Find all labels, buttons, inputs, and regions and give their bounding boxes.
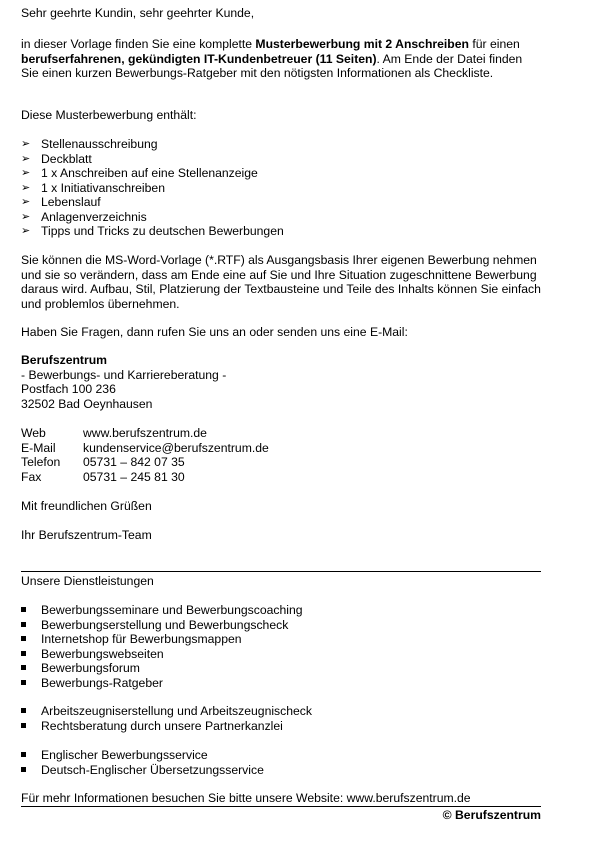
website-link[interactable]: www.berufszentrum.de [83,426,207,440]
square-bullet-icon [21,636,26,641]
services-list-2 [21,704,541,733]
arrow-bullet-icon: ➢ [21,152,31,165]
arrow-bullet-icon: ➢ [21,210,31,223]
contact-row-web: Web www.berufszentrum.de [21,426,207,440]
intro-bold-1: Musterbewerbung mit 2 Anschreiben [255,37,469,51]
arrow-bullet-icon: ➢ [21,181,31,194]
signature: Ihr Berufszentrum-Team [21,528,152,542]
intro-paragraph [21,37,541,81]
email-link[interactable]: kundenservice@berufszentrum.de [83,440,269,455]
arrow-bullet-icon: ➢ [21,138,31,150]
list-item: Bewerbungsforum [21,661,541,676]
greeting: Sehr geehrte Kundin, sehr geehrter Kunde, [21,6,255,20]
list-item: Arbeitszeugniserstellung und Arbeitszeugnischeck [21,704,541,719]
list-item: ➢ 1 x Anschreiben auf eine Stellenanzeige [21,166,258,180]
company-name: Berufszentrum [21,353,108,367]
contact-row-phone: Telefon 05731 – 842 07 35 [21,455,185,469]
arrow-bullet-icon: ➢ [21,196,31,208]
contact-row-fax: Fax 05731 – 245 81 30 [21,469,185,484]
intro-bold-2: berufserfahrenen, gekündigten IT-Kundenbetreuer (11 Seiten) [21,51,377,66]
square-bullet-icon [21,665,26,670]
contents-list [21,137,541,239]
list-item: ➢ Anlagenverzeichnis [21,209,147,224]
list-item: Bewerbungswebseiten [21,647,541,662]
services-heading: Unsere Dienstleistungen [21,574,154,588]
services-list-1 [21,603,541,690]
intro-text-2: für einen [468,37,520,51]
usage-paragraph: Sie können die MS-Word-Vorlage (*.RTF) als Ausgangsbasis Ihrer eigenen Bewerbung nehmen und sie so verändern, dass am Ende eine auf Sie und Ihre Situation zugeschnittene Bewerbung daraus wird. Aufbau, Stil, Platzierung der Textbausteine und Teile des Inhalts können Sie einfach und problemlos übernehmen. [21,253,541,311]
services-list-3 [21,748,541,777]
closing: Mit freundlichen Grüßen [21,499,152,513]
questions-paragraph: Haben Sie Fragen, dann rufen Sie uns an oder senden uns eine E-Mail: [21,325,408,339]
list-item: ➢ Lebenslauf [21,195,101,209]
list-item: Deutsch-Englischer Übersetzungsservice [21,763,541,778]
square-bullet-icon [21,752,26,757]
contents-heading: Diese Musterbewerbung enthält: [21,108,197,122]
arrow-bullet-icon: ➢ [21,167,31,179]
fax-number: 05731 – 245 81 30 [83,469,185,484]
list-item: Rechtsberatung durch unsere Partnerkanzlei [21,719,541,734]
address-city: 32502 Bad Oeynhausen [21,396,153,411]
list-item: Bewerbungs-Ratgeber [21,676,541,691]
list-item: Bewerbungsseminare und Bewerbungscoaching [21,603,541,618]
contact-table [21,426,541,484]
list-item: Internetshop für Bewerbungsmappen [21,632,541,647]
footer-info: Für mehr Informationen besuchen Sie bitte unsere Website: www.berufszentrum.de [21,791,471,805]
square-bullet-icon [21,651,26,656]
square-bullet-icon [21,680,26,685]
list-item: ➢ Deckblatt [21,151,92,166]
divider [21,571,541,572]
address-block [21,353,541,411]
list-item: ➢ 1 x Initiativanschreiben [21,180,165,195]
intro-text-3: . Am Ende der Datei finden Sie einen kurzen Bewerbungs-Ratgeber mit den nötigsten Informationen als Checkliste. [21,51,523,80]
square-bullet-icon [21,723,26,728]
company-subtitle: - Bewerbungs- und Karriereberatung - [21,367,227,382]
intro-text-1: in dieser Vorlage finden Sie eine komplette [21,37,256,51]
square-bullet-icon [21,607,26,612]
list-item: ➢ Tipps und Tricks zu deutschen Bewerbungen [21,224,284,238]
copyright: © Berufszentrum [442,808,541,822]
contact-row-email: E-Mail kundenservice@berufszentrum.de [21,440,269,455]
phone-number: 05731 – 842 07 35 [83,455,185,469]
list-item: Englischer Bewerbungsservice [21,748,541,763]
list-item: Bewerbungserstellung und Bewerbungscheck [21,618,541,633]
square-bullet-icon [21,622,26,627]
square-bullet-icon [21,767,26,772]
square-bullet-icon [21,708,26,713]
arrow-bullet-icon: ➢ [21,225,31,237]
address-street: Postfach 100 236 [21,382,116,396]
list-item: ➢ Stellenausschreibung [21,137,158,151]
footer-divider [21,806,541,807]
